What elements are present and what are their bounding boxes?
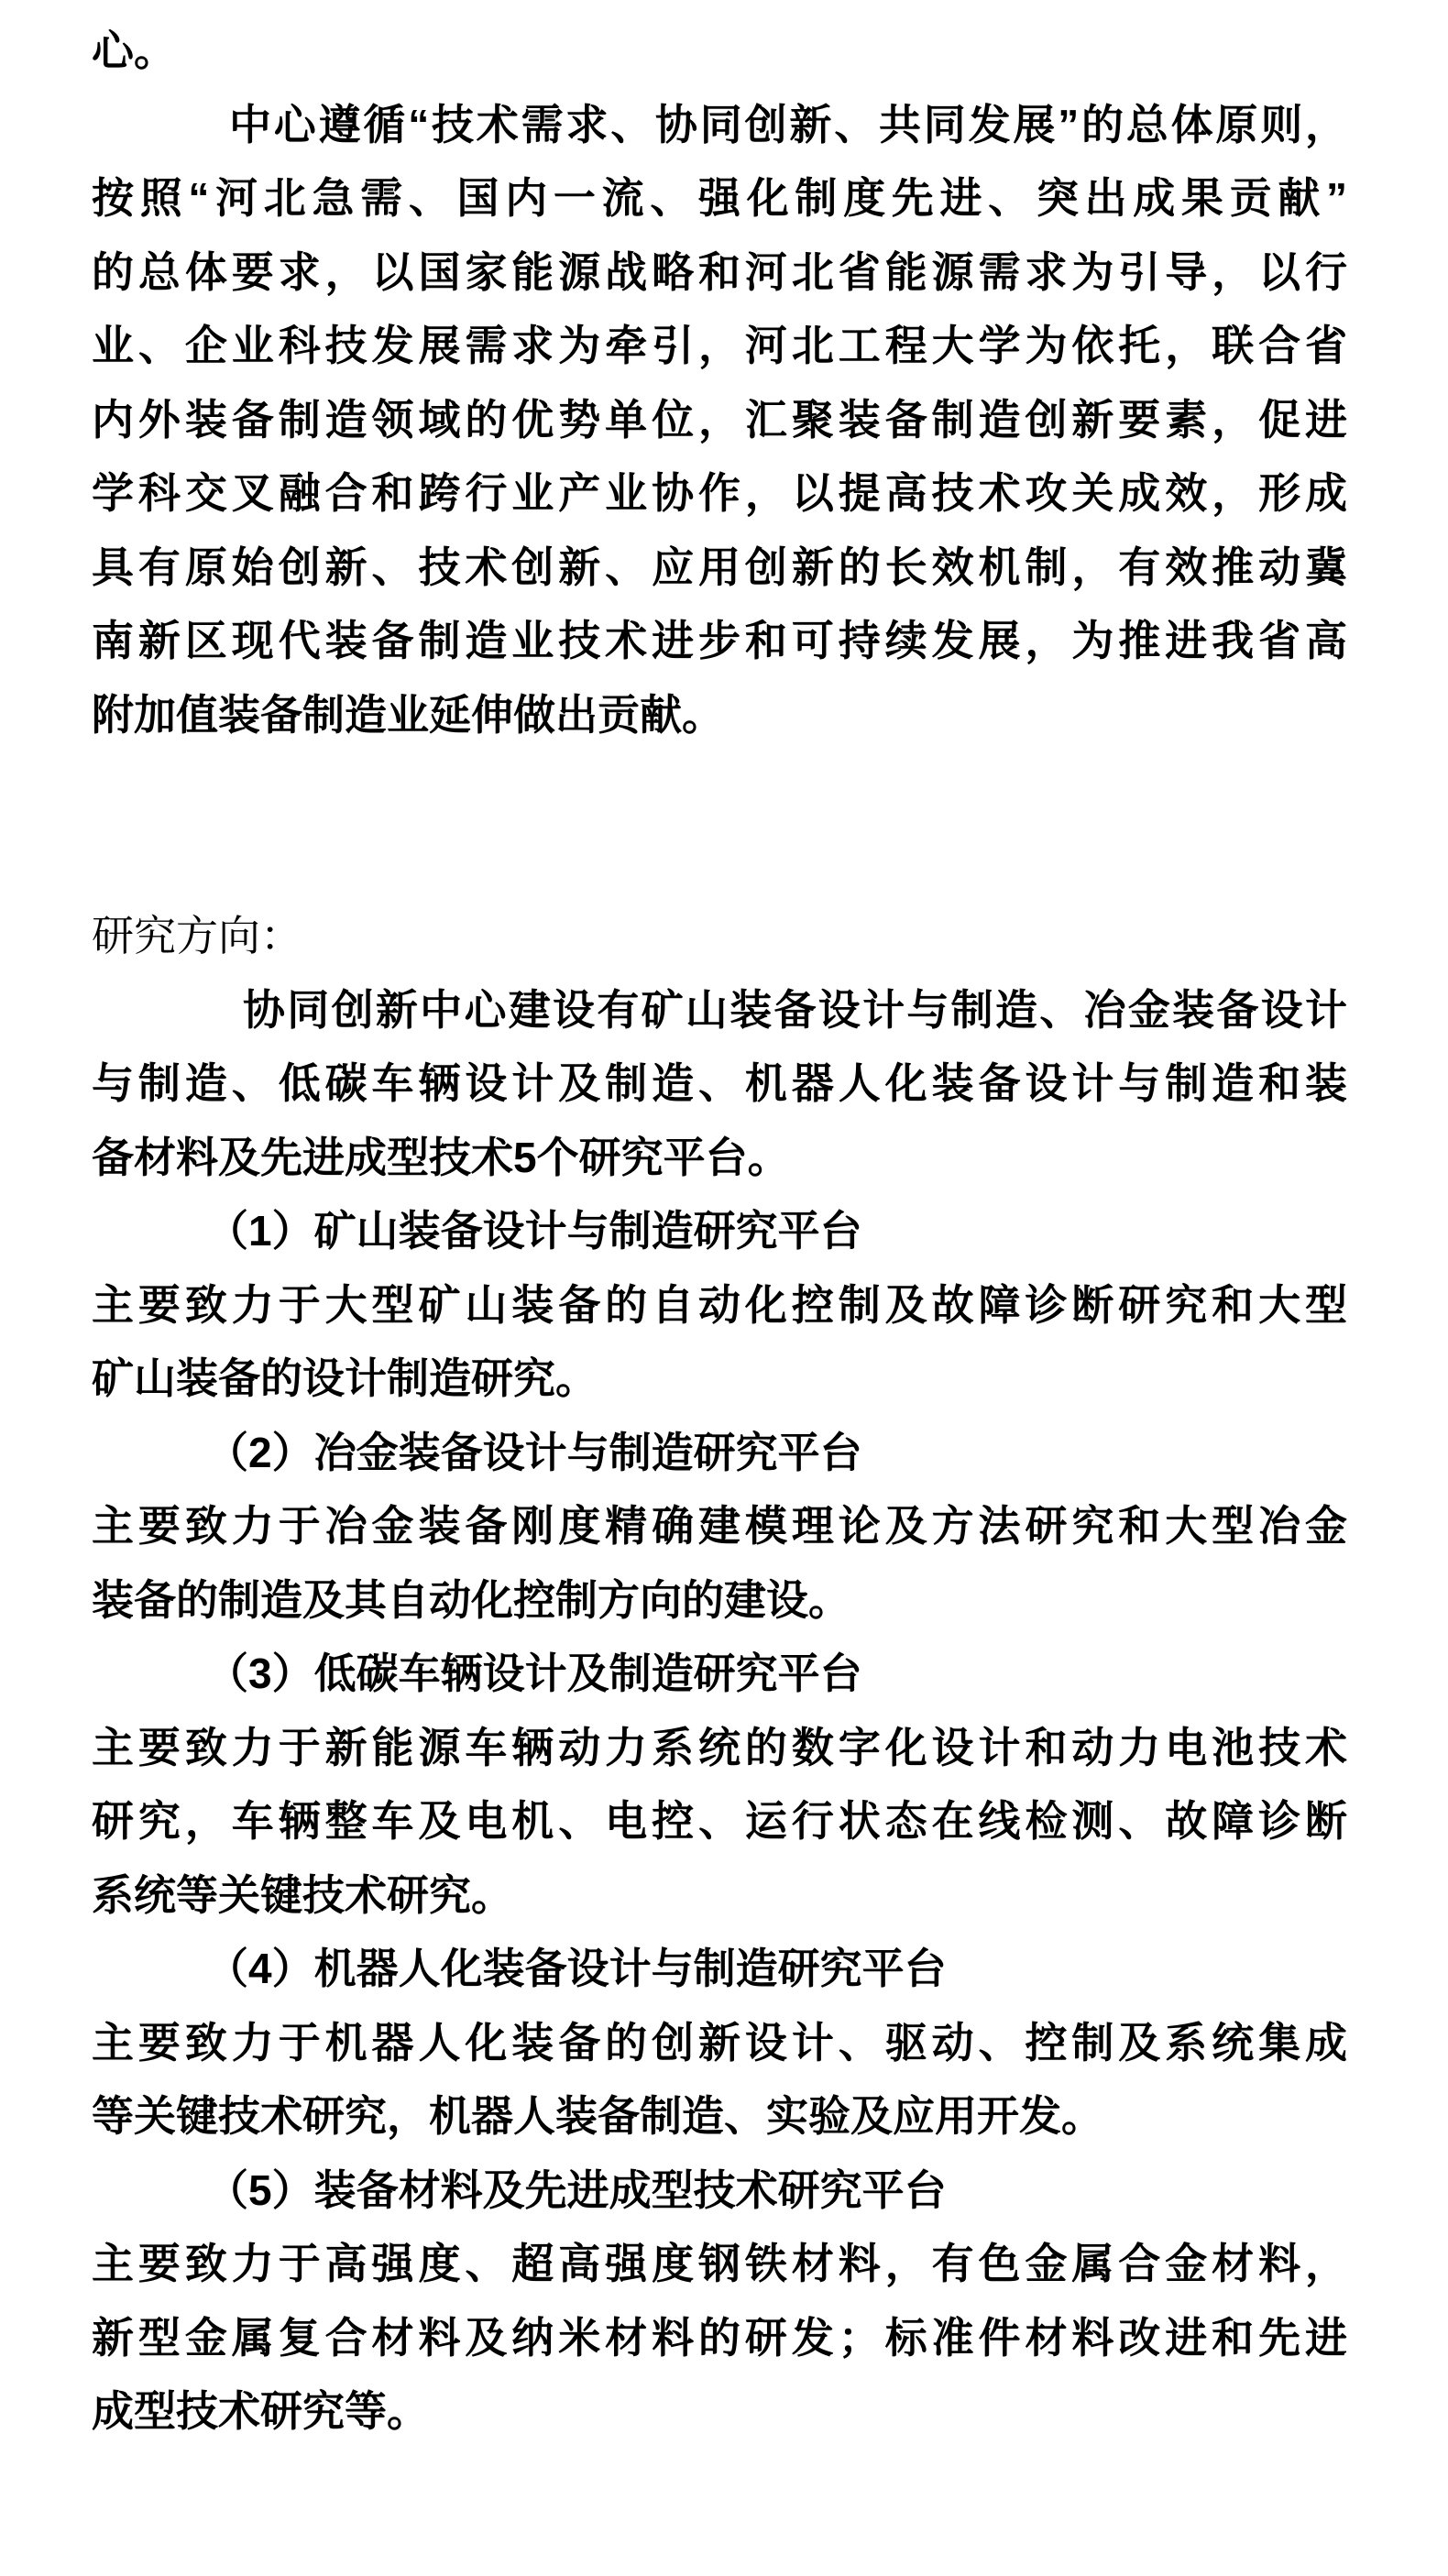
para-principles-line-6: 学科交叉融合和跨行业产业协作，以提高技术攻关成效，形成	[92, 469, 1347, 517]
platform-3-desc-line-1: 主要致力于新能源车辆动力系统的数字化设计和动力电池技术	[92, 1723, 1347, 1771]
para-principles-line-9: 附加值装备制造业延伸做出贡献。	[92, 690, 724, 739]
para-principles-line-1: 中心遵循“技术需求、协同创新、共同发展”的总体原则，	[229, 100, 1347, 148]
platform-1-desc-line-2: 矿山装备的设计制造研究。	[92, 1354, 598, 1402]
para-platforms-line-3: 备材料及先进成型技术5个研究平台。	[92, 1133, 790, 1181]
para-platforms-line-2: 与制造、低碳车辆设计及制造、机器人化装备设计与制造和装	[92, 1059, 1347, 1107]
research-directions-heading: 研究方向：	[92, 912, 302, 959]
platform-5-desc-line-3: 成型技术研究等。	[92, 2387, 429, 2435]
platform-4-desc-line-1: 主要致力于机器人化装备的创新设计、驱动、控制及系统集成	[92, 2018, 1347, 2066]
para-overview-tail-line: 心。	[92, 27, 176, 74]
platform-2-desc-line-2: 装备的制造及其自动化控制方向的建设。	[92, 1575, 850, 1624]
platform-3-heading: （3）低碳车辆设计及制造研究平台	[206, 1650, 862, 1697]
para-principles-line-7: 具有原始创新、技术创新、应用创新的长效机制，有效推动冀	[92, 543, 1347, 591]
platform-5-desc-line-2: 新型金属复合材料及纳米材料的研发；标准件材料改进和先进	[92, 2313, 1347, 2362]
platform-1-desc-line-1: 主要致力于大型矿山装备的自动化控制及故障诊断研究和大型	[92, 1280, 1347, 1329]
para-principles-line-4: 业、企业科技发展需求为牵引，河北工程大学为依托，联合省	[92, 322, 1347, 369]
platform-3-desc-line-3: 系统等关键技术研究。	[92, 1870, 513, 1919]
para-platforms-line-1: 协同创新中心建设有矿山装备设计与制造、冶金装备设计	[243, 985, 1347, 1034]
platform-2-heading: （2）冶金装备设计与制造研究平台	[206, 1428, 862, 1476]
document-text	[92, 14, 1347, 2449]
platform-2-desc-line-1: 主要致力于冶金装备刚度精确建模理论及方法研究和大型冶金	[92, 1502, 1347, 1550]
platform-3-desc-line-2: 研究，车辆整车及电机、电控、运行状态在线检测、故障诊断	[92, 1797, 1347, 1845]
platform-5-heading: （5）装备材料及先进成型技术研究平台	[206, 2165, 947, 2214]
para-principles-line-5: 内外装备制造领域的优势单位，汇聚装备制造创新要素，促进	[92, 395, 1347, 444]
platform-1-heading: （1）矿山装备设计与制造研究平台	[206, 1207, 862, 1255]
platform-4-desc-line-2: 等关键技术研究，机器人装备制造、实验及应用开发。	[92, 2092, 1103, 2140]
para-principles-line-3: 的总体要求，以国家能源战略和河北省能源需求为引导，以行	[92, 247, 1347, 296]
platform-4-heading: （4）机器人化装备设计与制造研究平台	[206, 1945, 947, 1992]
para-principles-line-2: 按照“河北急需、国内一流、强化制度先进、突出成果贡献”	[92, 174, 1347, 222]
platform-5-desc-line-1: 主要致力于高强度、超高强度钢铁材料，有色金属合金材料，	[92, 2240, 1347, 2287]
para-principles-line-8: 南新区现代装备制造业技术进步和可持续发展，为推进我省高	[92, 617, 1347, 664]
